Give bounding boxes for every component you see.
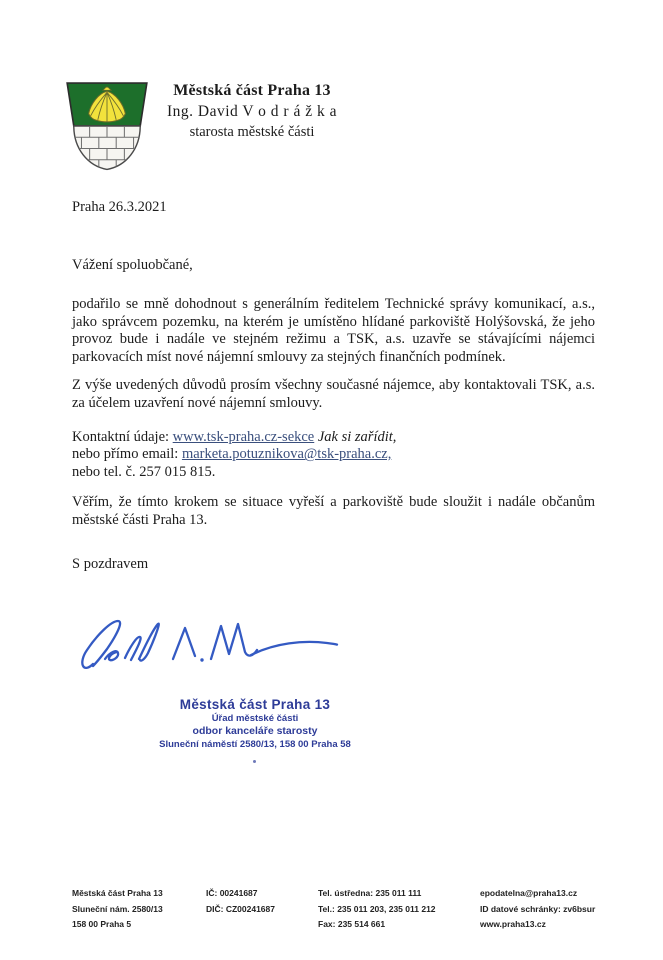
contact-line-phone: nebo tel. č. 257 015 815. [72, 463, 216, 480]
org-name: Městská část Praha 13 [173, 82, 331, 99]
stamp-office: Úřad městské části [211, 713, 299, 724]
footer-databox: ID datové schránky: zv6bsur [480, 903, 596, 914]
footer-address-column [72, 886, 163, 933]
stamp-mark [253, 760, 256, 763]
paragraph-1: podařilo se mně dohodnout s generálním ředitelem Technické správy komunikací, a.s., jako správcem pozemku, na kterém je umístěno hlídané parkoviště Holýšovská, že jeho provoz bude i nadále ve stejném režimu a TSK, a.s. uzavře se stávajícími nájemci parkovacích míst nové nájemní smlouvy za stejných finančních podmínek. [72, 296, 595, 365]
footer-city: 158 00 Praha 5 [72, 919, 132, 929]
paragraph-3: Věřím, že tímto krokem se situace vyřeší a parkoviště bude sloužit i nadále občanům městské části Praha 13. [72, 494, 595, 528]
email-label: nebo přímo email: [72, 446, 182, 463]
contact-line-email [72, 446, 595, 463]
footer-street: Sluneční nám. 2580/13 [72, 903, 163, 914]
office-stamp [105, 697, 405, 750]
letterhead [143, 82, 361, 141]
contact-label: Kontaktní údaje: [72, 429, 173, 445]
contact-block [72, 429, 595, 481]
footer [0, 886, 663, 938]
footer-ic: IČ: 00241687 [206, 888, 258, 898]
mayor-title: starosta městské části [189, 124, 315, 140]
contact-section-name: Jak si zařídit, [314, 429, 397, 445]
footer-switchboard: Tel. ústředna: 235 011 111 [318, 888, 422, 898]
footer-electronic-column [480, 886, 595, 933]
footer-fax: Fax: 235 514 661 [318, 919, 386, 929]
footer-website: www.praha13.cz [480, 919, 546, 929]
mayor-name: Ing. David V o d r á ž k a [167, 103, 337, 120]
footer-phones: Tel.: 235 011 203, 235 011 212 [318, 903, 436, 914]
closing: S pozdravem [72, 556, 149, 572]
salutation: Vážení spoluobčané, [72, 257, 193, 273]
email-link[interactable]: marketa.potuznikova@tsk-praha.cz, [181, 446, 392, 463]
footer-dic: DIČ: CZ00241687 [206, 903, 275, 914]
stamp-address: Sluneční náměstí 2580/13, 158 00 Praha 58 [159, 739, 351, 750]
stamp-department: odbor kanceláře starosty [192, 725, 318, 737]
footer-ids-column [206, 886, 275, 917]
coat-of-arms-icon [63, 79, 151, 173]
dateline: Praha 26.3.2021 [72, 199, 167, 215]
paragraph-2: Z výše uvedených důvodů prosím všechny současné nájemce, aby kontaktovali TSK, a.s. za účelem uzavření nové nájemní smlouvy. [72, 377, 595, 411]
stamp-org: Městská část Praha 13 [179, 697, 331, 712]
tsk-website-link[interactable]: www.tsk-praha.cz-sekce [172, 429, 315, 445]
signature-handwriting [75, 606, 343, 686]
footer-phones-column [318, 886, 436, 933]
footer-epodatelna: epodatelna@praha13.cz [480, 888, 578, 898]
contact-line-web [72, 429, 595, 446]
footer-org: Městská část Praha 13 [72, 888, 163, 898]
